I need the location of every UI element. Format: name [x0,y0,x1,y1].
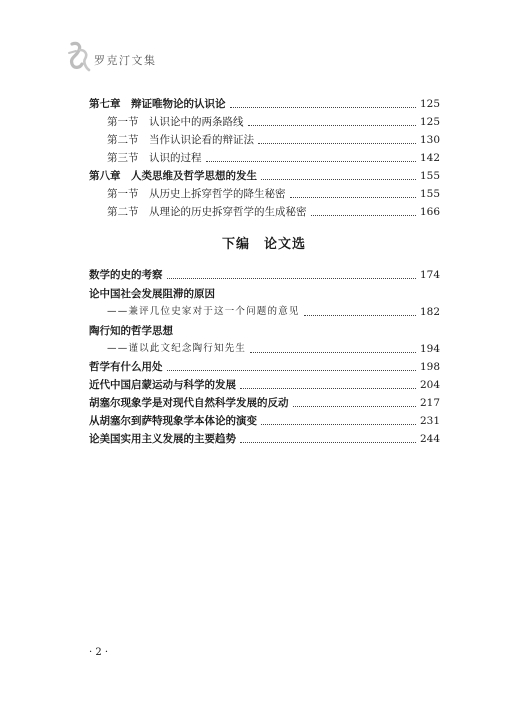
toc-entry-title: 陶行知的哲学思想 [89,325,173,337]
series-title: 罗克汀文集 [94,54,157,67]
toc-entry-title: 第一节 从历史上拆穿哲学的降生秘密 [107,188,286,200]
toc-entry-page: 204 [419,379,440,391]
toc-entry [89,169,440,183]
toc-entry-page: 125 [419,98,440,110]
toc-entry [89,97,440,111]
toc-entry-page: 217 [419,397,440,409]
toc-entry [89,378,440,392]
toc-entry-title: 第一节 认识论中的两条路线 [107,116,244,128]
toc-entry [89,414,440,428]
toc-entry-title: 第二节 当作认识论看的辩证法 [107,134,254,146]
toc-entry [107,151,440,165]
dot-leader [304,315,416,316]
toc-entry [107,342,440,356]
toc-entry-page: 194 [419,343,440,355]
toc-entry [107,305,440,319]
toc-entry-title: 第八章 人类思维及哲学思想的发生 [89,170,257,182]
toc-entry-page: 125 [419,116,440,128]
toc-entry-page: 130 [419,134,440,146]
page-number: · 2 · [89,647,109,658]
toc-entry [89,268,440,282]
dot-leader [250,352,416,353]
calligraphy-logo-icon [66,38,92,76]
toc-entry-page: 174 [419,269,440,281]
toc-entry [89,287,440,301]
toc-entry-title: 近代中国启蒙运动与科学的发展 [89,379,236,391]
dot-leader [240,442,416,443]
toc-entry-title: 第七章 辩证唯物论的认识论 [89,98,226,110]
toc-entry-page: 231 [419,415,440,427]
toc-entry [89,324,440,338]
dot-leader [261,424,416,425]
toc-entry-page: 166 [419,206,440,218]
toc-entry-title: 第二节 从理论的历史拆穿哲学的生成秘密 [107,206,307,218]
dot-leader [206,161,416,162]
toc-entry-title: 从胡塞尔到萨特现象学本体论的演变 [89,415,257,427]
dot-leader [230,107,416,108]
toc-entry-page: 142 [419,152,440,164]
toc-entry-page: 155 [419,170,440,182]
dot-leader [167,278,416,279]
toc-entry-page: 155 [419,188,440,200]
toc-entry-page: 182 [419,306,440,318]
toc-entry [89,396,440,410]
dot-leader [290,197,416,198]
dot-leader [248,125,416,126]
toc-entry-title: 第三节 认识的过程 [107,152,202,164]
toc-entry [89,360,440,374]
toc-entry-page: 198 [419,361,440,373]
toc-entry [107,115,440,129]
dot-leader [167,370,416,371]
section-title: 下编 论文选 [221,237,306,252]
dot-leader [311,215,416,216]
toc-entry-title: ——兼评几位史家对于这一个问题的意见 [107,306,300,317]
toc-entry [107,187,440,201]
running-header [66,38,226,78]
toc-entry-title: 论美国实用主义发展的主要趋势 [89,433,236,445]
dot-leader [240,388,416,389]
toc-entry-page: 244 [419,433,440,445]
dot-leader [258,143,416,144]
toc-entry-title: 胡塞尔现象学是对现代自然科学发展的反动 [89,397,289,409]
toc-entry-title: 数学的史的考察 [89,269,163,281]
toc-entry [89,432,440,446]
toc-entry [107,205,440,219]
toc-entry-title: ——谨以此文纪念陶行知先生 [107,343,247,354]
dot-leader [261,179,416,180]
dot-leader [293,406,416,407]
toc-entry [107,133,440,147]
toc-entry-title: 哲学有什么用处 [89,361,163,373]
toc-entry-title: 论中国社会发展阻滞的原因 [89,288,215,300]
